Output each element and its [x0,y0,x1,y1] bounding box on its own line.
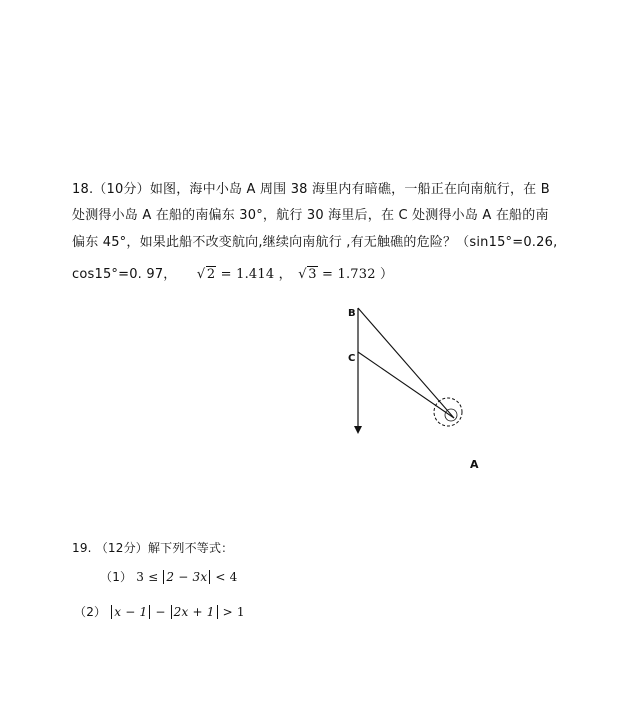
q19-p2-right: > 1 [222,605,245,619]
line-b-to-a [358,308,454,418]
q19-part-1 [100,568,237,586]
sqrt2-arg: 2 [206,267,216,282]
q19-p2-minus: − [155,605,166,619]
course-arrow-icon [354,426,362,434]
q19-part-2 [74,603,245,621]
label-a: A [470,458,479,471]
q18-line-2: 处测得小岛 A 在船的南偏东 30°，航行 30 海里后，在 C 处测得小岛 A 在船的南 [72,208,549,223]
reef-circle-icon [434,398,462,426]
sqrt3-value: = 1.732 [322,267,376,282]
sqrt3-arg: 3 [308,267,317,282]
label-b: B [348,308,356,319]
sqrt3-expression: √ 3 = 1.732 [298,267,376,282]
q19-p2-abs-1: x − 1 [111,605,150,619]
q19-p1-abs: 2 − 3x [163,570,210,584]
navigation-diagram [330,300,490,450]
q19-p1-left: 3 ≤ [136,570,159,584]
line-c-to-a [358,352,454,418]
q18-closing-paren: ） [380,267,394,282]
q19-p1-right: < 4 [215,570,238,584]
q18-line-3: 偏东 45°，如果此船不改变航向,继续向南航行 ,有无触礁的危险？（sin15°=0.26, [72,235,558,250]
q19-p1-label: （1） [100,570,133,584]
label-c: C [348,353,356,364]
q18-cos-text: cos15°=0. 97， [72,267,177,282]
q18-line-4 [72,266,393,284]
q18-line-1: 18.（10分）如图，海中小岛 A 周围 38 海里内有暗礁，一船正在向南航行，在 B [72,182,550,197]
q19-p2-abs-2: 2x + 1 [171,605,218,619]
q19-title: 19. （12分）解下列不等式： [72,541,234,555]
q18-separator: ， [278,267,292,282]
sqrt2-expression: √ 2 = 1.414 [196,267,275,282]
q19-p2-label: （2） [74,605,107,619]
sqrt2-value: = 1.414 [220,267,275,282]
